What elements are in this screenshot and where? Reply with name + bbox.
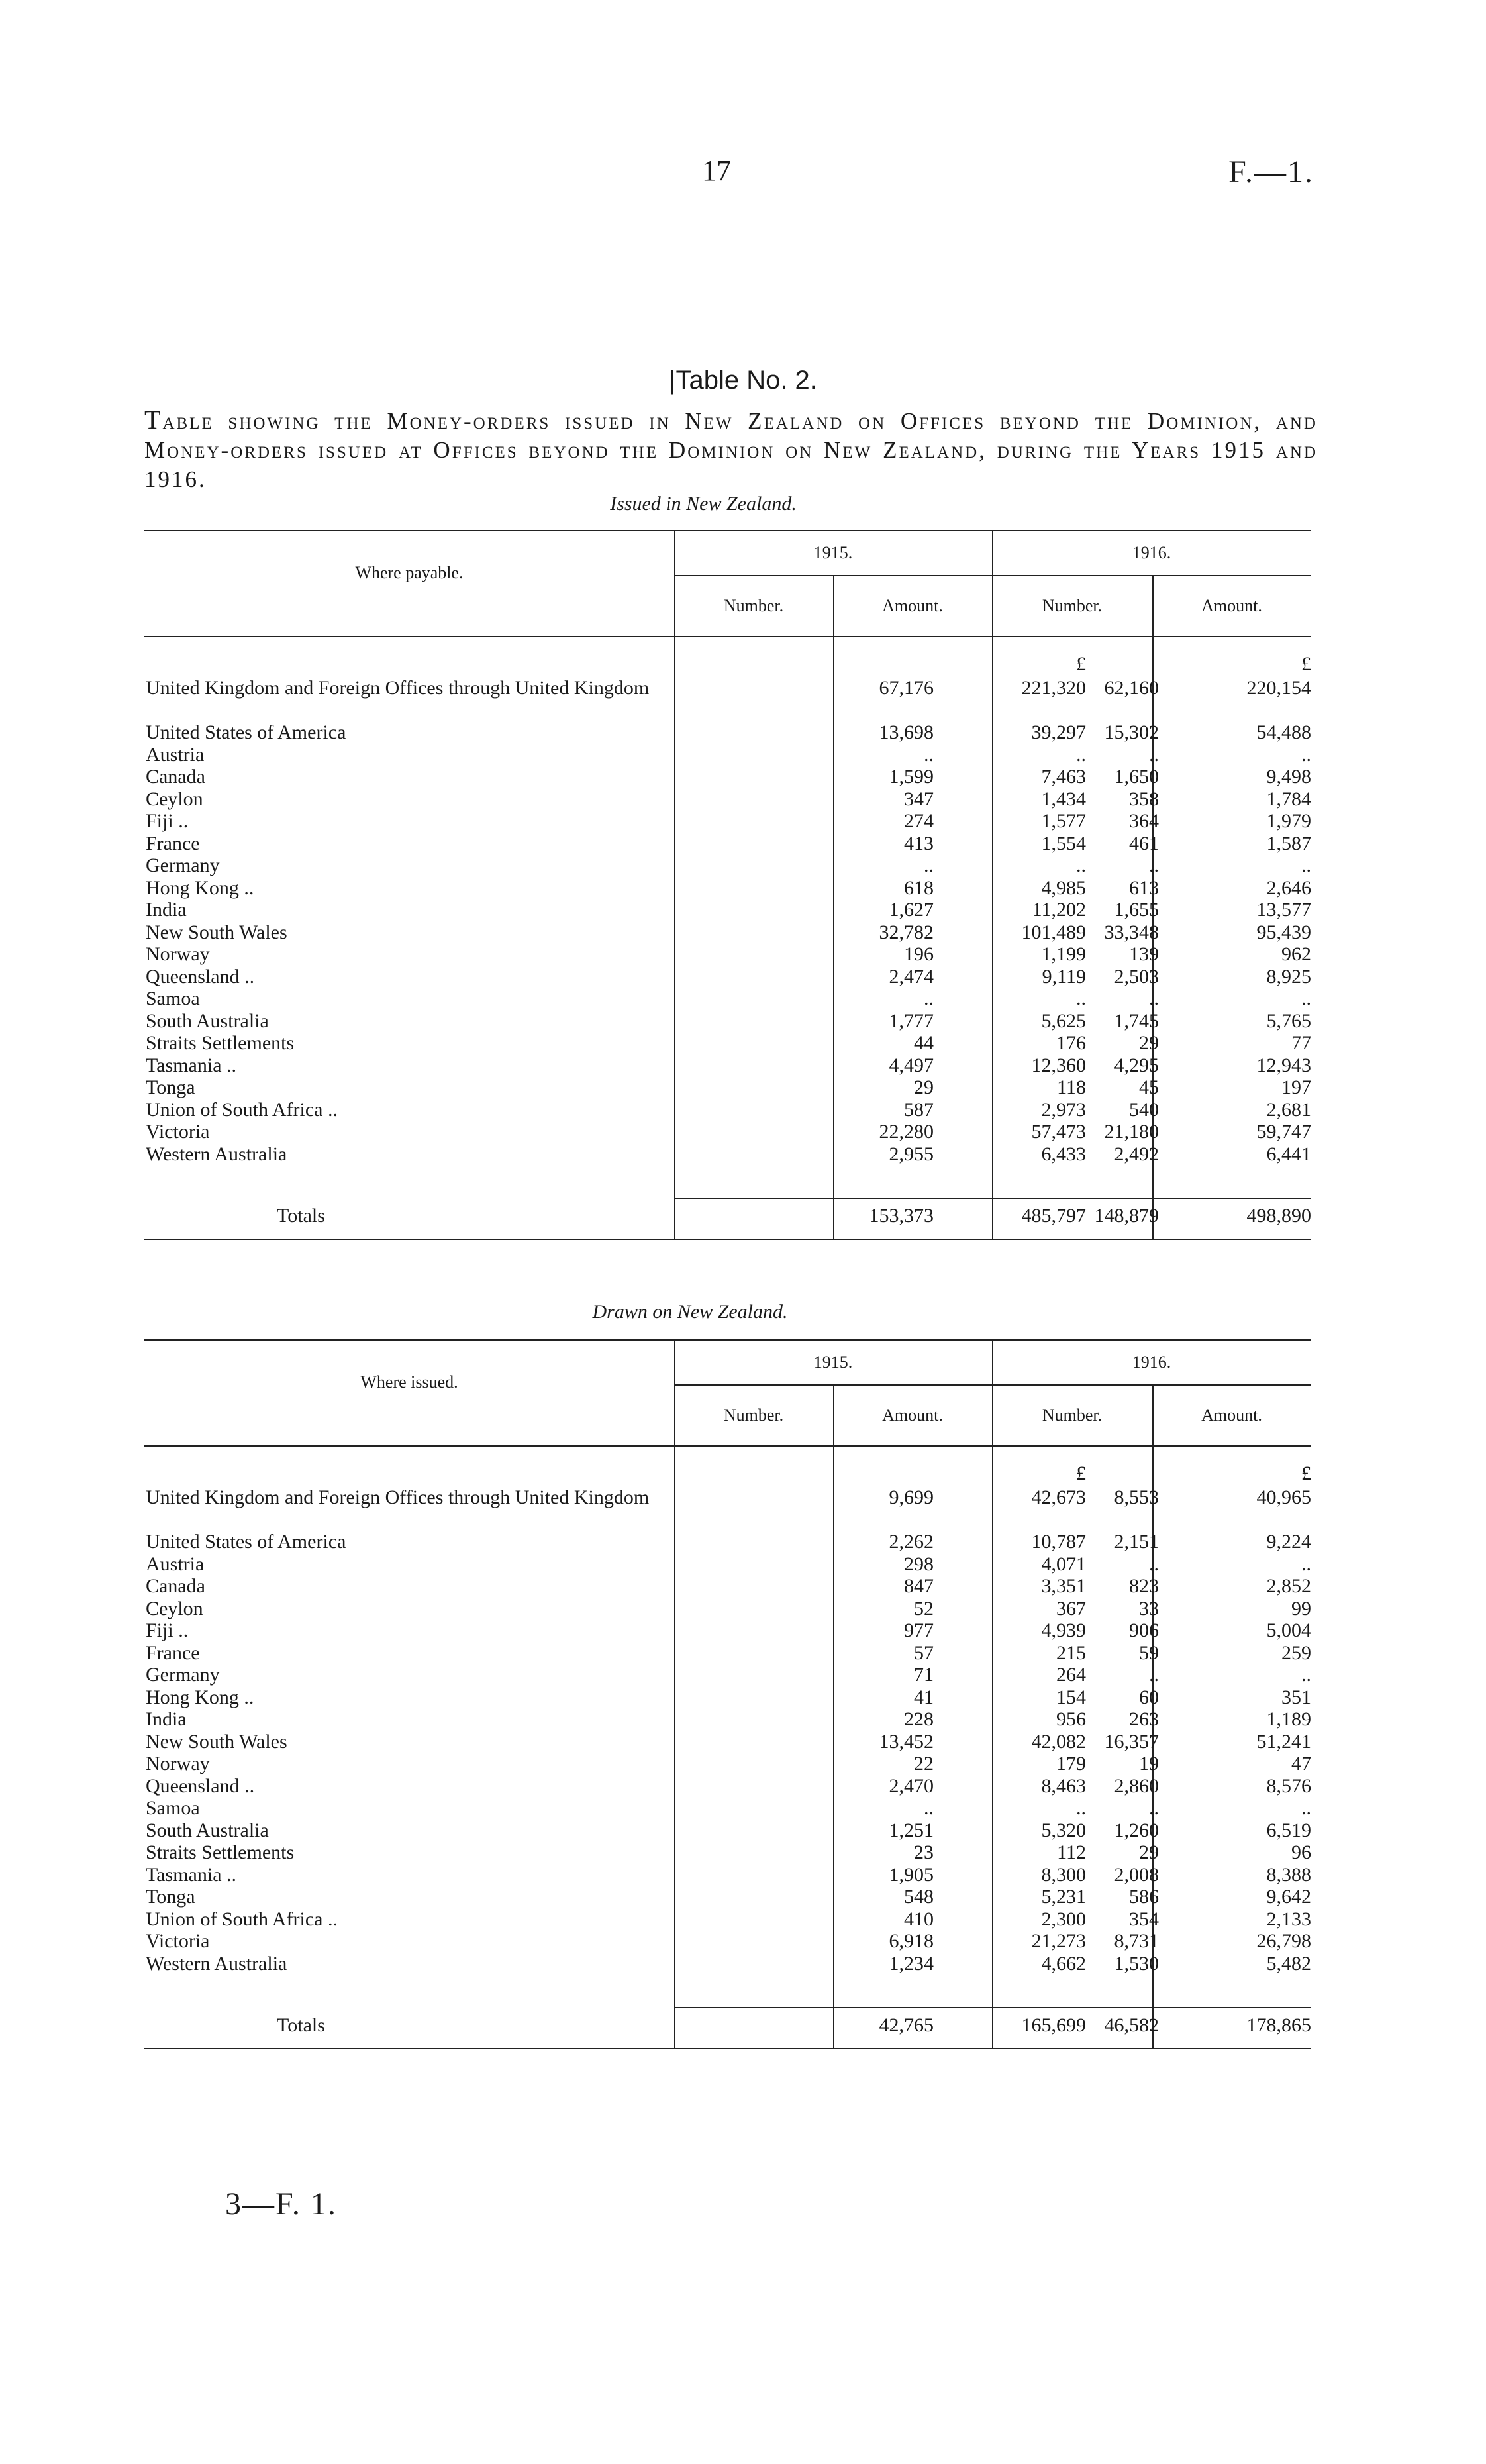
- table-row: [144, 810, 1311, 833]
- amount-1915-cell: 10,787: [1031, 1531, 1086, 1553]
- pound-sign-1915: £: [1076, 1463, 1086, 1484]
- amount-1916-cell: ..: [1301, 988, 1311, 1009]
- amount-1915-cell: 956: [1056, 1708, 1086, 1730]
- row-label: Straits Settlements: [146, 1032, 295, 1054]
- row-label: Queensland ..: [146, 1774, 255, 1797]
- totals-amount-1916: 178,865: [1246, 2014, 1311, 2036]
- totals-number-1916: 46,582: [1104, 2014, 1159, 2036]
- row-label: Austria: [146, 1553, 205, 1575]
- document-code: F.—1.: [1228, 154, 1314, 189]
- where-payable-header: Where payable.: [355, 563, 464, 582]
- amount-1915-cell: 11,202: [1032, 899, 1086, 921]
- table-row: [144, 1619, 1311, 1642]
- amount-1915-cell: 154: [1056, 1686, 1086, 1708]
- amount-1916-cell: 40,965: [1256, 1486, 1311, 1508]
- table-row: [144, 854, 1311, 877]
- table-row: [144, 1032, 1311, 1054]
- number-1916-cell: 364: [1129, 810, 1159, 832]
- table-row: [144, 1930, 1311, 1953]
- number-1915-cell: 847: [904, 1575, 934, 1597]
- table-row: [144, 1953, 1311, 1975]
- table-row: [144, 1708, 1311, 1731]
- table-row: [144, 1598, 1311, 1620]
- row-label: India: [146, 1708, 187, 1730]
- number-1916-cell: 60: [1139, 1686, 1159, 1708]
- totals-label: Totals: [277, 2014, 325, 2036]
- table-row: [144, 1553, 1311, 1576]
- amount-1916-cell: 1,784: [1266, 788, 1311, 810]
- totals-label: Totals: [277, 1205, 325, 1227]
- amount-1915-cell: 2,300: [1041, 1908, 1086, 1930]
- number-1915-cell: 298: [904, 1553, 934, 1575]
- row-label: France: [146, 832, 200, 854]
- totals-number-1915: 153,373: [869, 1205, 934, 1227]
- amount-1915-cell: 8,300: [1041, 1863, 1086, 1886]
- amount-1916-cell: 2,681: [1266, 1098, 1311, 1121]
- number-1916-cell: ..: [1149, 854, 1159, 876]
- number-1916-header: Number.: [1042, 596, 1103, 615]
- row-label: Straits Settlements: [146, 1841, 295, 1863]
- table-row: [144, 1642, 1311, 1665]
- amount-1915-cell: ..: [1076, 1797, 1086, 1819]
- table-row: [144, 788, 1311, 811]
- number-1915-cell: 22: [914, 1753, 934, 1774]
- amount-1916-cell: 8,925: [1266, 965, 1311, 988]
- number-1916-cell: 823: [1129, 1575, 1159, 1597]
- amount-1915-cell: 3,351: [1041, 1575, 1086, 1597]
- row-label: United Kingdom and Foreign Offices through United Kingdom: [146, 1486, 650, 1508]
- number-1916-cell: ..: [1149, 1664, 1159, 1686]
- year-1916-header: 1916.: [1132, 1353, 1171, 1372]
- amount-1916-cell: 59,747: [1256, 1121, 1311, 1143]
- totals-amount-1915: 485,797: [1021, 1205, 1086, 1227]
- amount-1915-cell: 101,489: [1021, 921, 1086, 943]
- footer-code: 3—F. 1.: [225, 2186, 337, 2222]
- row-label: Hong Kong ..: [146, 876, 254, 899]
- row-label: Samoa: [146, 988, 200, 1009]
- amount-1916-cell: 54,488: [1256, 721, 1311, 743]
- amount-1916-cell: 9,642: [1266, 1886, 1311, 1908]
- number-1916-cell: 1,655: [1114, 899, 1159, 921]
- drawn-totals-row: [144, 2012, 1311, 2039]
- number-1915-cell: 587: [904, 1098, 934, 1121]
- where-issued-header: Where issued.: [360, 1372, 458, 1392]
- amount-1915-cell: 7,463: [1041, 766, 1086, 788]
- heading-text: able showing the Money-orders issued in New Zealand on Offices beyond the Dominion, and Money-orders issued at Offices beyond the Dominion on New Zealand, during the Years 1915 and 1916.: [144, 408, 1318, 492]
- table-row: [144, 988, 1311, 1010]
- number-1915-cell: 1,234: [889, 1952, 934, 1975]
- number-1916-cell: 62,160: [1104, 677, 1159, 699]
- number-1915-cell: 67,176: [879, 677, 934, 699]
- table-row: [144, 1575, 1311, 1598]
- row-label: Germany: [146, 1664, 220, 1686]
- amount-1916-cell: ..: [1301, 1553, 1311, 1575]
- table-row: [144, 966, 1311, 988]
- amount-1916-cell: 13,577: [1256, 899, 1311, 921]
- number-1915-header: Number.: [723, 1406, 784, 1425]
- amount-1915-cell: 1,434: [1041, 788, 1086, 810]
- totals-amount-1916: 498,890: [1246, 1205, 1311, 1227]
- amount-1915-cell: 112: [1057, 1841, 1086, 1863]
- amount-1915-cell: 1,199: [1041, 943, 1086, 965]
- amount-1915-cell: 42,082: [1031, 1730, 1086, 1753]
- number-1915-cell: 57: [914, 1641, 934, 1664]
- table-row: [144, 1054, 1311, 1077]
- amount-1916-cell: 1,587: [1266, 832, 1311, 854]
- number-1915-cell: 52: [914, 1597, 934, 1619]
- amount-1915-cell: 12,360: [1031, 1054, 1086, 1076]
- amount-1916-cell: 1,979: [1266, 810, 1311, 832]
- amount-1915-cell: 1,577: [1041, 810, 1086, 832]
- table-row: [144, 1486, 1311, 1531]
- number-1915-cell: 22,280: [879, 1121, 934, 1143]
- number-1915-cell: 2,470: [889, 1774, 934, 1797]
- amount-1915-cell: 367: [1056, 1597, 1086, 1619]
- number-1915-cell: 13,452: [879, 1730, 934, 1753]
- amount-1915-cell: 5,231: [1041, 1886, 1086, 1908]
- amount-1916-cell: 95,439: [1256, 921, 1311, 943]
- amount-1915-cell: 4,939: [1041, 1619, 1086, 1641]
- row-label: France: [146, 1641, 200, 1664]
- pound-sign-1915: £: [1076, 653, 1086, 675]
- amount-1916-cell: 5,004: [1266, 1619, 1311, 1641]
- row-label: Canada: [146, 1575, 205, 1597]
- amount-1916-cell: 2,133: [1266, 1908, 1311, 1930]
- amount-1915-cell: 9,119: [1042, 965, 1086, 988]
- number-1916-cell: 1,530: [1114, 1952, 1159, 1975]
- row-label: United States of America: [146, 721, 346, 743]
- amount-1915-cell: 4,662: [1041, 1952, 1086, 1975]
- pound-sign-1916: £: [1301, 653, 1311, 675]
- amount-1916-cell: 47: [1291, 1753, 1311, 1774]
- number-1915-cell: 274: [904, 810, 934, 832]
- amount-1915-cell: 6,433: [1041, 1143, 1086, 1165]
- number-1915-cell: 6,918: [889, 1930, 934, 1952]
- row-label: Norway: [146, 943, 210, 965]
- amount-1916-cell: 51,241: [1256, 1730, 1311, 1753]
- number-1915-cell: 977: [904, 1619, 934, 1641]
- amount-1916-cell: 8,576: [1266, 1774, 1311, 1797]
- row-label: Fiji ..: [146, 1619, 189, 1641]
- totals-number-1916: 148,879: [1094, 1205, 1159, 1227]
- table-row: [144, 1099, 1311, 1121]
- number-1915-cell: 44: [914, 1032, 934, 1054]
- number-1916-cell: 16,357: [1104, 1730, 1159, 1753]
- row-label: Queensland ..: [146, 965, 255, 988]
- table-row: [144, 677, 1311, 721]
- number-1916-cell: 33,348: [1104, 921, 1159, 943]
- number-1915-header: Number.: [723, 596, 784, 615]
- year-1915-header: 1915.: [813, 543, 853, 562]
- totals-number-1915: 42,765: [879, 2014, 934, 2036]
- row-label: Tonga: [146, 1076, 195, 1098]
- number-1916-cell: 2,008: [1114, 1863, 1159, 1886]
- year-1915-header: 1915.: [813, 1353, 853, 1372]
- table-row: [144, 1076, 1311, 1099]
- table-row: [144, 1908, 1311, 1931]
- number-1916-cell: 8,731: [1114, 1930, 1159, 1952]
- number-1916-cell: 8,553: [1114, 1486, 1159, 1508]
- amount-1915-header: Amount.: [882, 596, 943, 615]
- row-label: Tasmania ..: [146, 1054, 237, 1076]
- row-label: Tonga: [146, 1886, 195, 1908]
- row-label: Fiji ..: [146, 810, 189, 832]
- number-1916-cell: 263: [1129, 1708, 1159, 1730]
- number-1915-cell: 23: [914, 1841, 934, 1863]
- page-number: 17: [702, 154, 731, 187]
- amount-1916-cell: 6,519: [1266, 1819, 1311, 1841]
- number-1916-cell: 1,260: [1114, 1819, 1159, 1841]
- number-1916-cell: ..: [1149, 743, 1159, 766]
- amount-1916-cell: 9,498: [1266, 766, 1311, 788]
- number-1916-cell: 540: [1129, 1098, 1159, 1121]
- table-row: [144, 1775, 1311, 1798]
- table-row: [144, 1143, 1311, 1166]
- amount-1915-cell: 221,320: [1021, 677, 1086, 699]
- number-1915-cell: 41: [914, 1686, 934, 1708]
- amount-1915-cell: 215: [1056, 1641, 1086, 1664]
- amount-1916-cell: 2,852: [1266, 1575, 1311, 1597]
- table-row: [144, 1010, 1311, 1033]
- row-label: Ceylon: [146, 1597, 203, 1619]
- issued-table: [144, 530, 1311, 1239]
- number-1915-cell: 618: [904, 876, 934, 899]
- number-1916-cell: 1,745: [1114, 1009, 1159, 1032]
- amount-1915-header: Amount.: [882, 1406, 943, 1425]
- number-1916-cell: 2,492: [1114, 1143, 1159, 1165]
- number-1915-cell: 2,474: [889, 965, 934, 988]
- number-1916-cell: 2,151: [1114, 1531, 1159, 1553]
- row-label: Samoa: [146, 1797, 200, 1819]
- table-row: [144, 1820, 1311, 1842]
- number-1915-cell: ..: [924, 854, 934, 876]
- amount-1915-cell: 57,473: [1031, 1121, 1086, 1143]
- drawn-subtitle: Drawn on New Zealand.: [592, 1301, 788, 1323]
- pound-sign-row: [144, 641, 1311, 677]
- amount-1915-cell: 2,973: [1041, 1098, 1086, 1121]
- table-row: [144, 899, 1311, 921]
- number-1916-cell: 15,302: [1104, 721, 1159, 743]
- issued-totals-row: [144, 1203, 1311, 1229]
- table-row: [144, 1753, 1311, 1775]
- table-row: [144, 877, 1311, 899]
- number-1916-cell: 906: [1129, 1619, 1159, 1641]
- row-label: Germany: [146, 854, 220, 876]
- amount-1915-cell: 118: [1057, 1076, 1086, 1098]
- amount-1916-cell: 99: [1291, 1597, 1311, 1619]
- row-label: New South Wales: [146, 1730, 287, 1753]
- row-label: Tasmania ..: [146, 1863, 237, 1886]
- number-1915-cell: 2,262: [889, 1531, 934, 1553]
- number-1916-cell: 4,295: [1114, 1054, 1159, 1076]
- row-label: Western Australia: [146, 1952, 287, 1975]
- amount-1916-cell: 9,224: [1266, 1531, 1311, 1553]
- row-label: Western Australia: [146, 1143, 287, 1165]
- number-1915-cell: 196: [904, 943, 934, 965]
- amount-1916-cell: 96: [1291, 1841, 1311, 1863]
- number-1916-cell: 29: [1139, 1841, 1159, 1863]
- amount-1915-cell: 42,673: [1031, 1486, 1086, 1508]
- number-1915-cell: 1,627: [889, 899, 934, 921]
- amount-1916-cell: 197: [1281, 1076, 1311, 1098]
- year-1916-header: 1916.: [1132, 543, 1171, 562]
- amount-1915-cell: 4,985: [1041, 876, 1086, 899]
- number-1915-cell: 347: [904, 788, 934, 810]
- table-row: [144, 1731, 1311, 1753]
- pound-sign-row: [144, 1451, 1311, 1486]
- amount-1916-cell: 1,189: [1266, 1708, 1311, 1730]
- number-1916-cell: 139: [1129, 943, 1159, 965]
- table-row: [144, 1686, 1311, 1709]
- amount-1915-cell: 179: [1056, 1753, 1086, 1774]
- amount-1916-cell: 220,154: [1246, 677, 1311, 699]
- row-label: United Kingdom and Foreign Offices through United Kingdom: [146, 677, 650, 699]
- amount-1915-cell: ..: [1076, 743, 1086, 766]
- number-1916-cell: 21,180: [1104, 1121, 1159, 1143]
- amount-1916-cell: 5,482: [1266, 1952, 1311, 1975]
- number-1916-cell: 19: [1139, 1753, 1159, 1774]
- row-label: Ceylon: [146, 788, 203, 810]
- table-label: |Table No. 2.: [669, 366, 817, 395]
- table-row: [144, 766, 1311, 788]
- table-row: [144, 744, 1311, 766]
- pound-sign-1916: £: [1301, 1463, 1311, 1484]
- table-row: [144, 1797, 1311, 1820]
- row-label: Canada: [146, 766, 205, 788]
- amount-1915-cell: 4,071: [1041, 1553, 1086, 1575]
- amount-1916-cell: 351: [1281, 1686, 1311, 1708]
- amount-1915-cell: 21,273: [1031, 1930, 1086, 1952]
- number-1916-cell: 358: [1129, 788, 1159, 810]
- heading-initial: T: [144, 405, 163, 435]
- amount-1916-header: Amount.: [1201, 596, 1262, 615]
- number-1916-cell: 2,860: [1114, 1774, 1159, 1797]
- table-row: [144, 943, 1311, 966]
- table-row: [144, 721, 1311, 744]
- number-1915-cell: 413: [904, 832, 934, 854]
- row-label: Hong Kong ..: [146, 1686, 254, 1708]
- number-1916-cell: ..: [1149, 1797, 1159, 1819]
- row-label: Union of South Africa ..: [146, 1098, 338, 1121]
- number-1916-header: Number.: [1042, 1406, 1103, 1425]
- amount-1916-cell: 26,798: [1256, 1930, 1311, 1952]
- amount-1916-cell: 12,943: [1256, 1054, 1311, 1076]
- amount-1916-cell: 259: [1281, 1641, 1311, 1664]
- amount-1915-cell: 5,320: [1041, 1819, 1086, 1841]
- table-row: [144, 1121, 1311, 1143]
- row-label: Austria: [146, 743, 205, 766]
- amount-1916-cell: 962: [1281, 943, 1311, 965]
- row-label: Victoria: [146, 1121, 210, 1143]
- number-1915-cell: 9,699: [889, 1486, 934, 1508]
- number-1916-cell: 45: [1139, 1076, 1159, 1098]
- row-label: South Australia: [146, 1009, 269, 1032]
- totals-amount-1915: 165,699: [1021, 2014, 1086, 2036]
- number-1915-cell: 548: [904, 1886, 934, 1908]
- amount-1915-cell: 176: [1056, 1032, 1086, 1054]
- number-1916-cell: 59: [1139, 1641, 1159, 1664]
- amount-1915-cell: ..: [1076, 988, 1086, 1009]
- number-1915-cell: 4,497: [889, 1054, 934, 1076]
- number-1916-cell: ..: [1149, 1553, 1159, 1575]
- amount-1916-cell: ..: [1301, 854, 1311, 876]
- row-label: United States of America: [146, 1531, 346, 1553]
- number-1915-cell: 1,251: [889, 1819, 934, 1841]
- drawn-table: [144, 1339, 1311, 2048]
- amount-1915-cell: 264: [1056, 1664, 1086, 1686]
- number-1915-cell: 1,599: [889, 766, 934, 788]
- amount-1915-cell: ..: [1076, 854, 1086, 876]
- number-1916-cell: 2,503: [1114, 965, 1159, 988]
- amount-1916-cell: ..: [1301, 1664, 1311, 1686]
- number-1916-cell: 461: [1129, 832, 1159, 854]
- amount-1916-cell: 5,765: [1266, 1009, 1311, 1032]
- number-1916-cell: 613: [1129, 876, 1159, 899]
- table-heading: [144, 405, 1318, 494]
- number-1915-cell: 32,782: [879, 921, 934, 943]
- amount-1916-cell: ..: [1301, 743, 1311, 766]
- row-label: India: [146, 899, 187, 921]
- number-1916-cell: 33: [1139, 1597, 1159, 1619]
- amount-1916-header: Amount.: [1201, 1406, 1262, 1425]
- number-1915-cell: 71: [914, 1664, 934, 1686]
- number-1915-cell: 410: [904, 1908, 934, 1930]
- table-row: [144, 1664, 1311, 1686]
- table-row: [144, 1864, 1311, 1886]
- table-row: [144, 1841, 1311, 1864]
- amount-1915-cell: 1,554: [1041, 832, 1086, 854]
- amount-1915-cell: 5,625: [1041, 1009, 1086, 1032]
- amount-1916-cell: ..: [1301, 1797, 1311, 1819]
- number-1916-cell: 354: [1129, 1908, 1159, 1930]
- row-label: Union of South Africa ..: [146, 1908, 338, 1930]
- amount-1916-cell: 6,441: [1266, 1143, 1311, 1165]
- row-label: Victoria: [146, 1930, 210, 1952]
- amount-1915-cell: 8,463: [1041, 1774, 1086, 1797]
- number-1916-cell: 29: [1139, 1032, 1159, 1054]
- number-1915-cell: 1,905: [889, 1863, 934, 1886]
- number-1915-cell: ..: [924, 988, 934, 1009]
- amount-1916-cell: 8,388: [1266, 1863, 1311, 1886]
- table-row: [144, 1886, 1311, 1908]
- number-1915-cell: ..: [924, 743, 934, 766]
- table-row: [144, 921, 1311, 944]
- amount-1916-cell: 2,646: [1266, 876, 1311, 899]
- number-1915-cell: ..: [924, 1797, 934, 1819]
- amount-1915-cell: 39,297: [1031, 721, 1086, 743]
- table-row: [144, 1531, 1311, 1553]
- number-1916-cell: ..: [1149, 988, 1159, 1009]
- number-1915-cell: 2,955: [889, 1143, 934, 1165]
- number-1915-cell: 1,777: [889, 1009, 934, 1032]
- number-1916-cell: 586: [1129, 1886, 1159, 1908]
- number-1915-cell: 29: [914, 1076, 934, 1098]
- number-1915-cell: 228: [904, 1708, 934, 1730]
- issued-subtitle: Issued in New Zealand.: [610, 493, 797, 515]
- number-1915-cell: 13,698: [879, 721, 934, 743]
- row-label: South Australia: [146, 1819, 269, 1841]
- amount-1916-cell: 77: [1291, 1032, 1311, 1054]
- row-label: New South Wales: [146, 921, 287, 943]
- number-1916-cell: 1,650: [1114, 766, 1159, 788]
- table-row: [144, 833, 1311, 855]
- row-label: Norway: [146, 1753, 210, 1774]
